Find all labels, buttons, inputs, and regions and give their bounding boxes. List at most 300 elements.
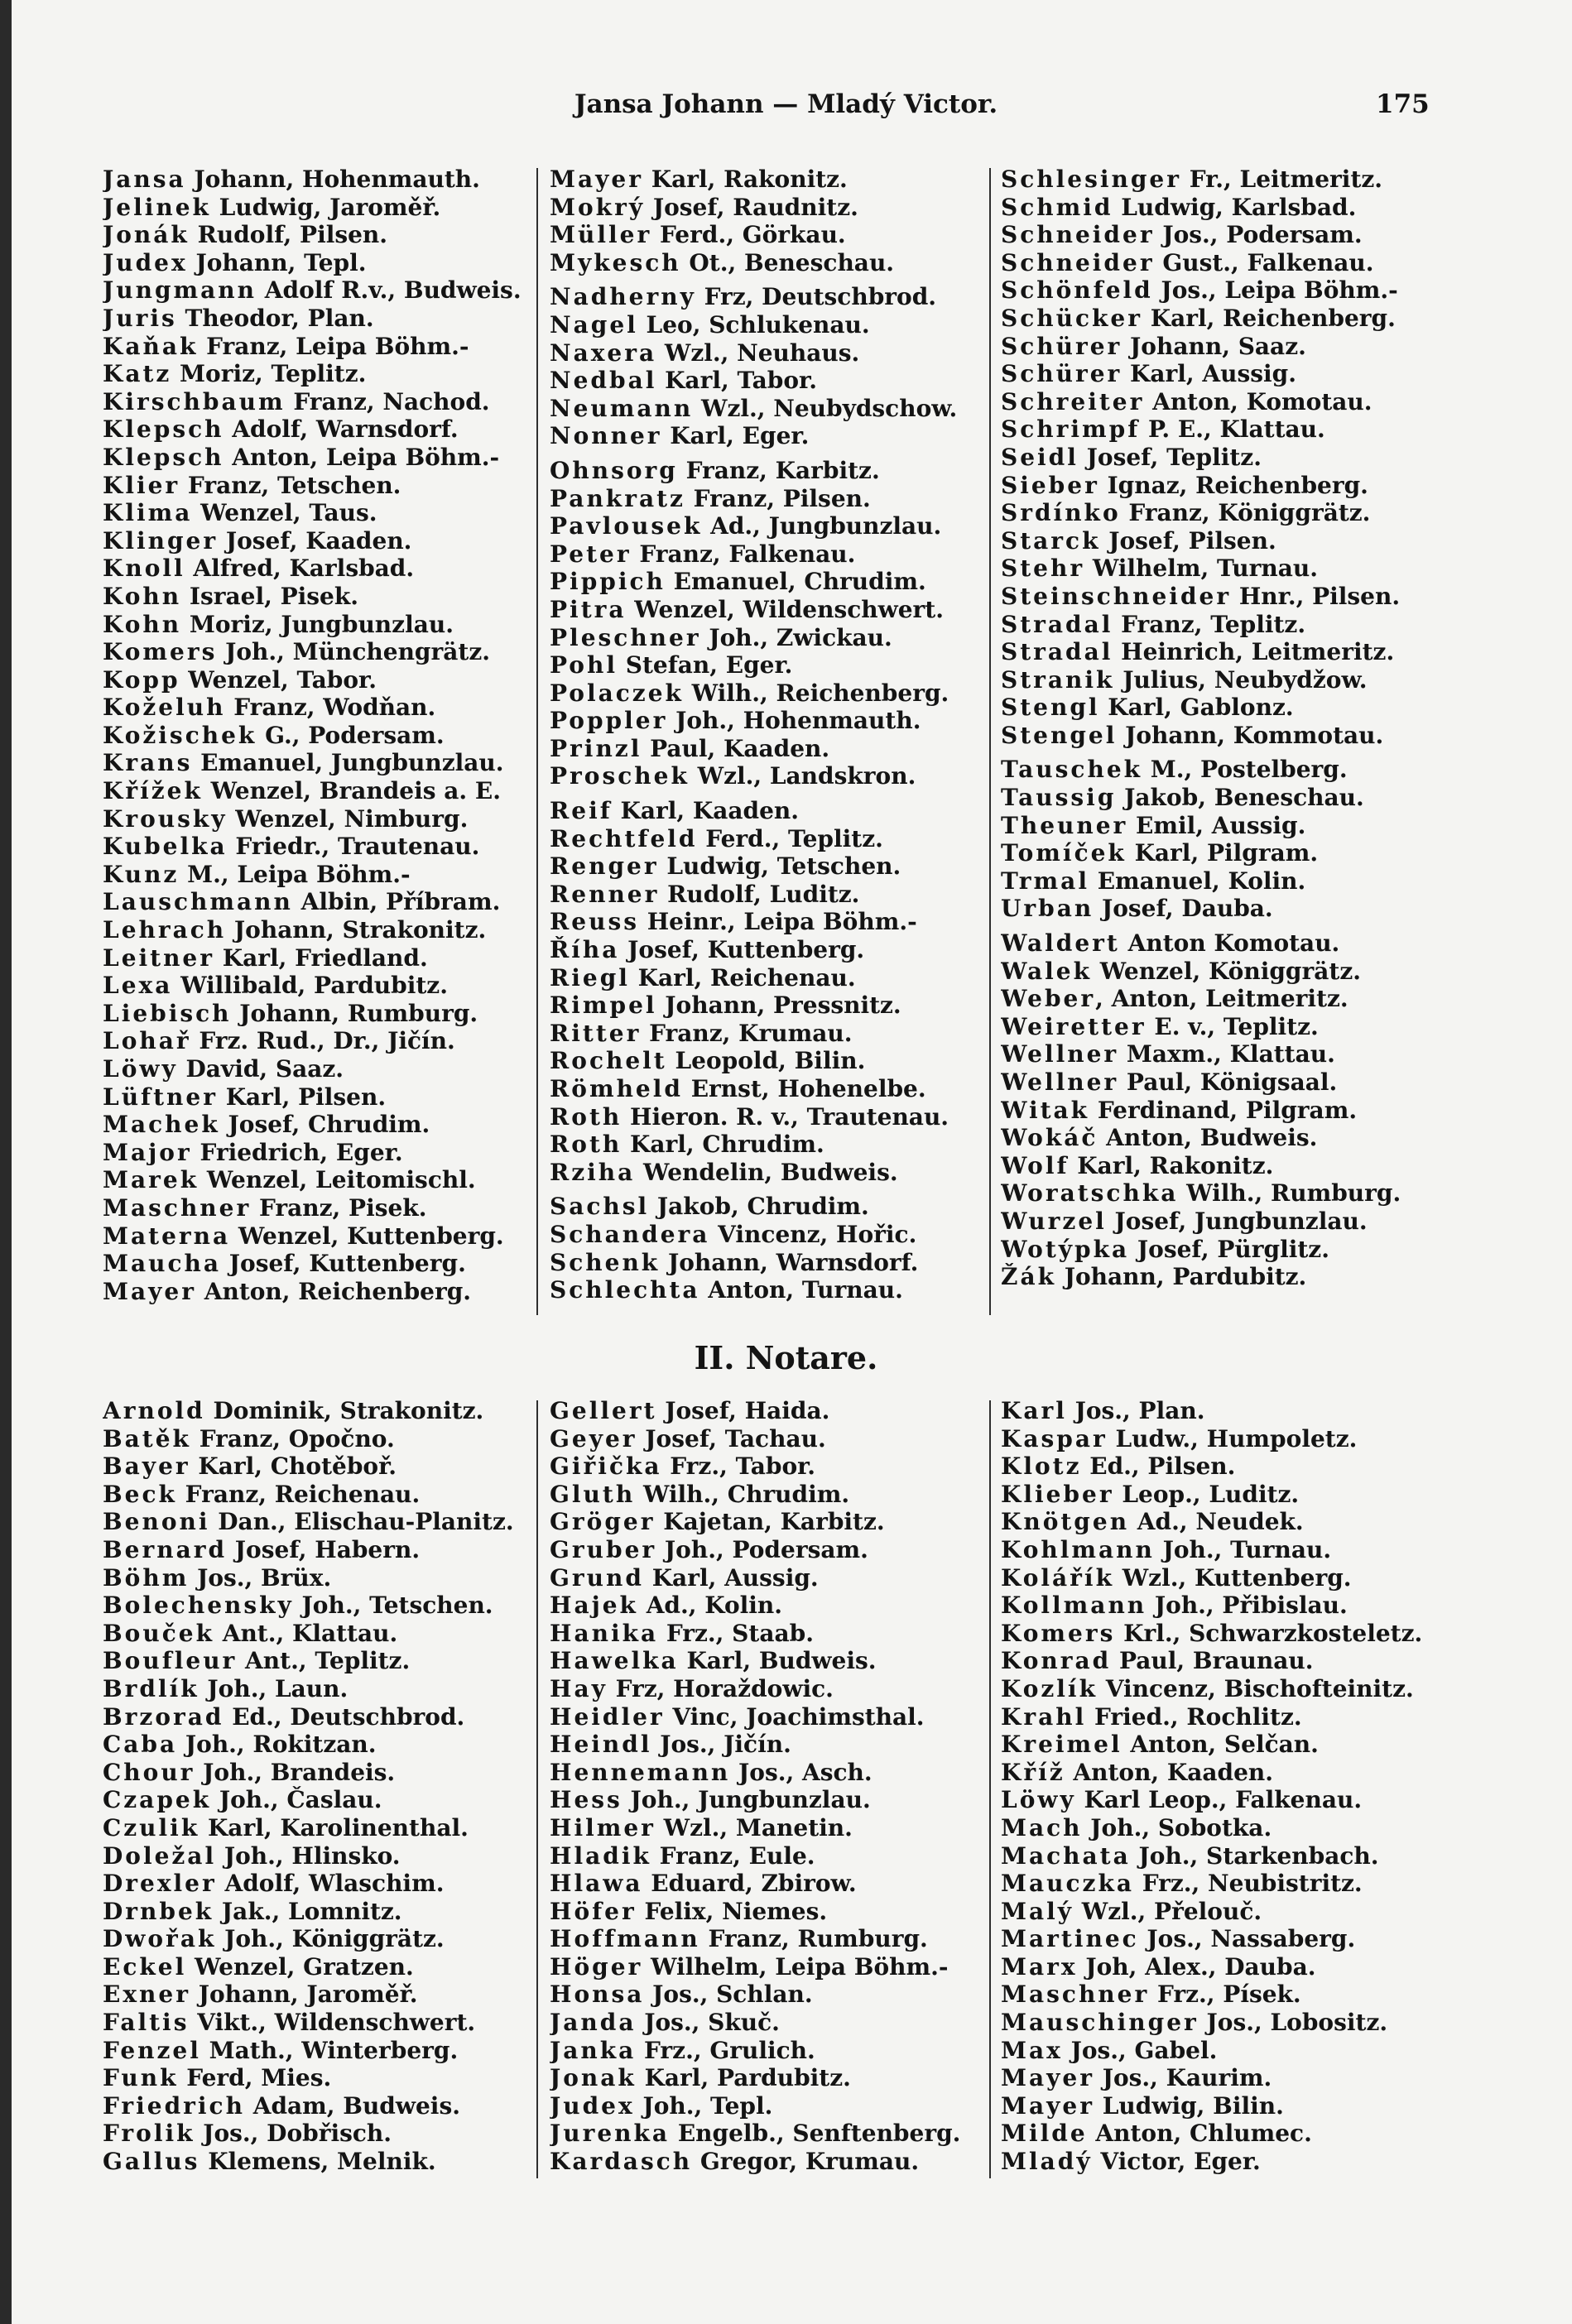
entry-details: Josef, Kuttenberg.	[221, 1250, 466, 1278]
entry-surname: Caba	[103, 1731, 178, 1759]
entry-details: Dominik, Strakonitz.	[204, 1397, 484, 1424]
entry-details: Anton, Turnau.	[699, 1276, 903, 1304]
directory-entry	[1001, 555, 1401, 583]
entry-surname: Exner	[103, 1981, 190, 2009]
entry-details: Josef, Jungbunzlau.	[1106, 1207, 1368, 1235]
section2-column-3	[1001, 1397, 1422, 2176]
entry-details: Jos., Skuč.	[636, 2009, 780, 2037]
entry-details: Ignaz, Reichenberg.	[1098, 471, 1368, 499]
entry-surname: Rimpel	[550, 992, 657, 1020]
entry-details: Johann, Warnsdorf.	[660, 1248, 919, 1276]
entry-details: Jos., Plan.	[1066, 1397, 1205, 1424]
directory-entry	[103, 1250, 522, 1278]
entry-surname: Jurenka	[550, 2120, 671, 2148]
directory-entry	[103, 611, 522, 639]
entry-surname: Gluth	[550, 1480, 636, 1508]
entry-surname: Urban	[1001, 895, 1094, 923]
entry-surname: Theuner	[1001, 811, 1128, 839]
entry-details: Felix, Niemes.	[636, 1897, 828, 1925]
entry-surname: Krousky	[103, 804, 228, 833]
directory-entry	[1001, 583, 1401, 611]
entry-details: Jakob, Chrudim.	[649, 1193, 869, 1221]
entry-details: Rudolf, Pilsen.	[189, 221, 388, 249]
directory-entry	[550, 1592, 960, 1620]
directory-entry	[103, 1536, 514, 1564]
entry-surname: Friedrich	[103, 2091, 245, 2120]
entry-details: Karl, Chotěboř.	[190, 1452, 397, 1481]
section1-column-1	[103, 166, 522, 1305]
directory-entry	[103, 444, 522, 472]
directory-entry	[1001, 929, 1401, 958]
entry-surname: Klieber	[1001, 1480, 1114, 1508]
directory-entry	[103, 415, 522, 444]
entry-details: Franz, Rumburg.	[699, 1925, 928, 1953]
entry-surname: Wotýpka	[1001, 1235, 1130, 1263]
entry-surname: Woratschka	[1001, 1179, 1179, 1208]
entry-details: Karl, Reichenau.	[629, 963, 856, 992]
entry-surname: Rechtfeld	[550, 824, 698, 852]
entry-surname: Drexler	[103, 1870, 217, 1898]
directory-entry	[103, 1703, 514, 1731]
entry-details: Karl, Eger.	[661, 422, 810, 450]
entry-surname: Kohn	[103, 610, 182, 638]
directory-entry	[1001, 2148, 1422, 2176]
entry-surname: Bayer	[103, 1452, 190, 1481]
entry-details: Ad., Neudek.	[1129, 1508, 1304, 1536]
directory-entry	[103, 916, 522, 944]
section2-column-1	[103, 1397, 514, 2176]
directory-entry	[103, 972, 522, 1000]
directory-entry	[103, 1452, 514, 1481]
entry-surname: Kaspar	[1001, 1424, 1108, 1452]
directory-entry	[550, 221, 957, 249]
entry-details: Johann, Jaroměř.	[190, 1981, 418, 2009]
directory-entry	[1001, 2009, 1422, 2037]
entry-details: Karl, Rakonitz.	[1069, 1151, 1274, 1179]
entry-surname: Nonner	[550, 422, 662, 450]
entry-surname: Koželuh	[103, 694, 226, 722]
entry-details: Joh., Laun.	[199, 1674, 349, 1702]
entry-details: , Anton, Leitmeritz.	[1095, 985, 1348, 1013]
entry-details: Ernst, Hohenelbe.	[682, 1075, 926, 1102]
directory-entry	[550, 1564, 960, 1592]
entry-details: Joh., Münchengrätz.	[217, 638, 490, 666]
entry-details: Joh., Podersam.	[656, 1535, 868, 1563]
entry-details: Ludwig, Jaroměř.	[210, 193, 441, 221]
entry-surname: Pavlousek	[550, 512, 703, 540]
directory-entry	[1001, 958, 1401, 986]
directory-entry	[550, 707, 957, 735]
entry-surname: Renger	[550, 852, 659, 881]
directory-entry	[103, 1508, 514, 1536]
entry-surname: Czapek	[103, 1786, 212, 1814]
directory-entry	[550, 1647, 960, 1675]
entry-surname: Maschner	[103, 1193, 252, 1222]
directory-entry	[550, 311, 957, 339]
directory-entry	[550, 1536, 960, 1564]
entry-details: Frz. Rud., Dr., Jičín.	[190, 1027, 455, 1055]
directory-entry	[103, 694, 522, 722]
entry-surname: Jelinek	[103, 193, 211, 221]
directory-entry	[103, 1222, 522, 1251]
entry-surname: Neumann	[550, 394, 694, 422]
entry-details: Josef, Raudnitz.	[645, 193, 858, 221]
entry-details: Johann, Saaz.	[1122, 332, 1306, 360]
entry-surname: Ritter	[550, 1019, 642, 1047]
entry-surname: Gröger	[550, 1508, 656, 1536]
directory-entry	[550, 249, 957, 277]
entry-surname: Konrad	[1001, 1647, 1112, 1675]
entry-surname: Ohnsorg	[550, 456, 678, 484]
entry-surname: Katz	[103, 360, 172, 388]
entry-details: Friedrich, Eger.	[191, 1138, 403, 1166]
entry-surname: Klima	[103, 499, 193, 527]
entry-details: Franz, Wodňan.	[225, 694, 436, 722]
entry-details: Friedr., Trautenau.	[227, 833, 480, 861]
entry-details: Karl, Karolinenthal.	[200, 1813, 469, 1841]
entry-details: Ot., Beneschau.	[680, 248, 895, 276]
entry-details: Emanuel, Jungbunzlau.	[192, 749, 504, 777]
entry-surname: Höfer	[550, 1897, 637, 1925]
directory-entry	[550, 1620, 960, 1648]
entry-surname: Bolechensky	[103, 1592, 294, 1620]
entry-details: Anton Komotau.	[1119, 929, 1340, 958]
entry-details: Wzl., Kuttenberg.	[1113, 1563, 1352, 1592]
directory-entry	[103, 1592, 514, 1620]
entry-details: Josef, Pilsen.	[1100, 526, 1276, 555]
entry-details: Fried., Rochlitz.	[1086, 1702, 1302, 1731]
entry-surname: Kardasch	[550, 2148, 693, 2176]
directory-entry	[1001, 1068, 1401, 1097]
entry-details: Joh., Časlau.	[211, 1786, 382, 1814]
directory-entry	[550, 1508, 960, 1536]
directory-entry	[550, 1981, 960, 2009]
entry-details: Frz., Grulich.	[636, 2036, 815, 2064]
directory-entry	[550, 1675, 960, 1703]
entry-details: Jos., Jičín.	[651, 1731, 791, 1759]
entry-details: Johann, Pardubitz.	[1055, 1263, 1307, 1291]
entry-details: Wilh., Reichenberg.	[683, 679, 949, 707]
directory-entry	[1001, 1647, 1422, 1675]
entry-details: Hieron. R. v., Trautenau.	[622, 1102, 949, 1131]
directory-entry	[1001, 444, 1401, 472]
entry-surname: Reif	[550, 797, 613, 825]
entry-details: Ant., Teplitz.	[237, 1647, 411, 1675]
directory-entry	[550, 992, 957, 1020]
entry-surname: Roth	[550, 1131, 623, 1159]
directory-entry	[550, 1221, 957, 1249]
directory-entry	[1001, 1592, 1422, 1620]
entry-details: Johann, Strakonitz.	[226, 916, 487, 944]
entry-details: Kajetan, Karbitz.	[655, 1508, 885, 1536]
directory-entry	[550, 1452, 960, 1481]
directory-entry	[550, 596, 957, 624]
entry-surname: Bouček	[103, 1619, 214, 1647]
entry-details: Adolf, Warnsdorf.	[224, 415, 459, 444]
entry-surname: Schneider	[1001, 221, 1155, 249]
entry-surname: Kohn	[103, 582, 182, 610]
directory-entry	[550, 395, 957, 423]
section2-column-2	[550, 1397, 960, 2176]
entry-surname: Pleschner	[550, 623, 701, 651]
entry-details: Wenzel, Leitomischl.	[199, 1166, 476, 1194]
directory-entry	[1001, 2092, 1422, 2120]
entry-surname: Hilmer	[550, 1813, 656, 1841]
directory-entry	[550, 651, 957, 679]
entry-surname: Kollmann	[1001, 1592, 1147, 1620]
entry-details: Theodor, Plan.	[176, 304, 374, 332]
directory-entry	[550, 2148, 960, 2176]
entry-details: Ad., Kolin.	[637, 1592, 783, 1620]
directory-entry	[550, 2120, 960, 2148]
entry-surname: Dwořak	[103, 1925, 217, 1953]
entry-details: Franz, Falkenau.	[631, 540, 856, 568]
directory-entry	[1001, 1263, 1401, 1291]
entry-surname: Beck	[103, 1480, 177, 1508]
directory-entry	[1001, 611, 1401, 639]
directory-entry	[1001, 1620, 1422, 1648]
entry-details: Adolf, Wlaschim.	[216, 1870, 445, 1898]
directory-entry	[550, 825, 957, 853]
entry-surname: Machata	[1001, 1841, 1131, 1870]
directory-entry	[1001, 166, 1401, 194]
entry-details: Adolf R.v., Budweis.	[257, 276, 522, 305]
directory-entry	[103, 1953, 514, 1981]
entry-details: Anton, Leipa Böhm.-	[224, 443, 500, 471]
entry-surname: Klepsch	[103, 443, 224, 471]
directory-entry	[103, 1842, 514, 1870]
entry-surname: Komers	[1001, 1619, 1116, 1647]
entry-surname: Nadherny	[550, 283, 696, 311]
entry-details: Joh., Königgrätz.	[216, 1925, 445, 1953]
directory-entry	[103, 1055, 522, 1083]
entry-details: Ferd., Teplitz.	[697, 824, 883, 852]
entry-details: Jos., Brüx.	[189, 1563, 332, 1592]
directory-entry	[103, 944, 522, 972]
entry-surname: Krans	[103, 749, 193, 777]
entry-surname: Mayer	[1001, 2091, 1094, 2120]
entry-surname: Renner	[550, 880, 660, 908]
directory-entry	[1001, 1814, 1422, 1842]
directory-entry	[103, 1786, 514, 1814]
entry-surname: Pippich	[550, 568, 666, 596]
entry-surname: Juris	[103, 304, 177, 332]
directory-entry	[550, 936, 957, 964]
directory-entry	[103, 861, 522, 889]
entry-details: Joh., Sobotka.	[1082, 1813, 1272, 1841]
directory-entry	[103, 1981, 514, 2009]
entry-surname: Mokrý	[550, 193, 646, 221]
directory-entry	[1001, 1013, 1401, 1041]
entry-surname: Rziha	[550, 1158, 636, 1186]
entry-surname: Kopp	[103, 665, 180, 694]
entry-surname: Wokáč	[1001, 1124, 1098, 1152]
entry-details: P. E., Klattau.	[1140, 415, 1325, 444]
directory-entry	[103, 1278, 522, 1306]
entry-details: Ed., Pilsen.	[1081, 1452, 1236, 1481]
entry-details: Anton, Komotau.	[1144, 387, 1372, 415]
entry-details: Franz, Krumau.	[641, 1019, 853, 1047]
entry-details: Ferd, Mies.	[178, 2064, 332, 2092]
directory-entry	[550, 852, 957, 881]
entry-details: Franz, Teplitz.	[1113, 610, 1306, 638]
entry-surname: Boufleur	[103, 1647, 238, 1675]
directory-entry	[1001, 1208, 1401, 1236]
entry-surname: Sieber	[1001, 471, 1099, 499]
directory-entry	[103, 638, 522, 666]
directory-entry	[1001, 1786, 1422, 1814]
directory-entry	[550, 1075, 957, 1103]
directory-entry	[550, 797, 957, 825]
entry-surname: Kozlík	[1001, 1674, 1098, 1702]
directory-entry	[103, 805, 522, 833]
entry-details: Joh., Tepl.	[634, 2091, 773, 2120]
entry-details: Josef, Teplitz.	[1078, 443, 1262, 471]
column-rule	[536, 168, 538, 1315]
directory-entry	[1001, 388, 1401, 416]
entry-details: Franz, Reichenau.	[176, 1480, 421, 1508]
directory-entry	[1001, 1675, 1422, 1703]
entry-surname: Weiretter	[1001, 1012, 1147, 1040]
entry-details: Hnr., Pilsen.	[1231, 582, 1401, 610]
entry-details: Joh., Hlinsko.	[216, 1841, 401, 1870]
directory-entry	[1001, 985, 1401, 1013]
entry-details: Ferd., Görkau.	[651, 221, 846, 249]
directory-entry	[103, 1925, 514, 1953]
directory-entry	[103, 388, 522, 416]
directory-entry	[1001, 839, 1401, 867]
directory-entry	[103, 1564, 514, 1592]
directory-entry	[550, 735, 957, 763]
entry-details: Anton, Kaaden.	[1065, 1758, 1274, 1786]
entry-surname: Wolf	[1001, 1151, 1070, 1179]
directory-entry	[550, 1481, 960, 1509]
directory-entry	[550, 367, 957, 395]
directory-entry	[550, 568, 957, 596]
entry-surname: Chour	[103, 1758, 195, 1786]
entry-details: Israel, Pisek.	[181, 582, 358, 610]
entry-details: Karl, Kaaden.	[612, 797, 799, 825]
directory-entry	[103, 1027, 522, 1055]
entry-details: Jos., Podersam.	[1154, 221, 1363, 249]
entry-details: Wzl., Manetin.	[655, 1813, 853, 1841]
entry-details: Joh., Tetschen.	[293, 1592, 493, 1620]
entry-surname: Starck	[1001, 526, 1101, 555]
directory-entry	[1001, 221, 1401, 249]
entry-details: Moriz, Jungbunzlau.	[181, 610, 454, 638]
entry-surname: Wellner	[1001, 1040, 1119, 1068]
entry-details: Johann, Kommotau.	[1117, 721, 1384, 749]
entry-surname: Stranik	[1001, 665, 1115, 694]
entry-details: Joh., Jungbunzlau.	[622, 1786, 871, 1814]
entry-details: Josef, Tachau.	[637, 1424, 826, 1452]
entry-surname: Pohl	[550, 651, 618, 679]
entry-details: Leo, Schlukenau.	[637, 310, 870, 339]
directory-entry	[103, 527, 522, 555]
directory-entry	[1001, 1397, 1422, 1425]
entry-surname: Schenk	[550, 1248, 661, 1276]
entry-surname: Kubelka	[103, 833, 228, 861]
directory-entry	[1001, 1040, 1401, 1068]
entry-surname: Gruber	[550, 1535, 657, 1563]
directory-entry	[1001, 360, 1401, 388]
entry-surname: Mauczka	[1001, 1870, 1134, 1898]
entry-surname: Schmid	[1001, 193, 1113, 221]
entry-details: Ad., Jungbunzlau.	[702, 512, 942, 540]
entry-surname: Heindl	[550, 1731, 652, 1759]
directory-entry	[550, 166, 957, 194]
directory-entry	[1001, 1842, 1422, 1870]
entry-details: Willibald, Pardubitz.	[172, 972, 448, 1000]
entry-surname: Žák	[1001, 1263, 1056, 1291]
entry-details: Franz, Eule.	[651, 1841, 815, 1870]
entry-surname: Czulik	[103, 1813, 200, 1841]
entry-surname: Pitra	[550, 595, 627, 623]
entry-details: M., Postelberg.	[1142, 756, 1348, 784]
entry-details: Jos., Gabel.	[1062, 2036, 1218, 2064]
entry-details: Emil, Aussig.	[1127, 811, 1306, 839]
directory-entry	[1001, 305, 1401, 333]
entry-surname: Hay	[550, 1674, 608, 1702]
entry-surname: Stengl	[1001, 694, 1100, 722]
directory-entry	[103, 2064, 514, 2092]
directory-entry	[1001, 1508, 1422, 1536]
entry-surname: Srdínko	[1001, 499, 1121, 527]
directory-entry	[550, 1953, 960, 1981]
entry-details: Emanuel, Kolin.	[1089, 867, 1306, 895]
directory-entry	[1001, 1564, 1422, 1592]
entry-surname: Roth	[550, 1102, 623, 1131]
directory-entry	[550, 1159, 957, 1187]
entry-details: Karl, Reichenberg.	[1142, 304, 1396, 332]
entry-surname: Mayer	[1001, 2064, 1094, 2092]
directory-entry	[103, 221, 522, 249]
entry-details: Karl, Pardubitz.	[636, 2064, 851, 2092]
entry-surname: Schönfeld	[1001, 276, 1153, 305]
entry-details: Moriz, Teplitz.	[171, 360, 367, 388]
entry-details: Krl., Schwarzkosteletz.	[1115, 1619, 1423, 1647]
entry-details: Vikt., Wildenschwert.	[189, 2009, 476, 2037]
directory-entry	[1001, 1236, 1401, 1264]
entry-details: Heinrich, Leitmeritz.	[1113, 638, 1395, 666]
entry-surname: Kolářík	[1001, 1563, 1114, 1592]
entry-surname: Mayer	[103, 1277, 196, 1305]
entry-surname: Kaňak	[103, 332, 199, 360]
entry-surname: Stradal	[1001, 638, 1113, 666]
entry-details: Ludwig, Tetschen.	[658, 852, 901, 881]
directory-entry	[103, 1870, 514, 1898]
directory-entry	[103, 2037, 514, 2065]
directory-entry	[550, 1731, 960, 1759]
entry-surname: Lehrach	[103, 916, 227, 944]
entry-surname: Knoll	[103, 555, 185, 583]
entry-details: Karl, Gablonz.	[1099, 694, 1294, 722]
directory-entry	[550, 1870, 960, 1898]
entry-surname: Wurzel	[1001, 1207, 1107, 1235]
entry-surname: Pankratz	[550, 484, 685, 512]
entry-details: M., Leipa Böhm.-	[179, 860, 411, 888]
entry-details: Josef, Pürglitz.	[1129, 1235, 1329, 1263]
directory-entry	[550, 1103, 957, 1131]
directory-entry	[550, 964, 957, 992]
directory-entry	[1001, 1953, 1422, 1981]
directory-entry	[103, 194, 522, 222]
entry-details: Gregor, Krumau.	[692, 2148, 920, 2176]
entry-details: Maxm., Klattau.	[1118, 1040, 1335, 1068]
column-rule	[989, 1400, 991, 2178]
directory-entry	[550, 485, 957, 513]
entry-surname: Kreimel	[1001, 1731, 1123, 1759]
